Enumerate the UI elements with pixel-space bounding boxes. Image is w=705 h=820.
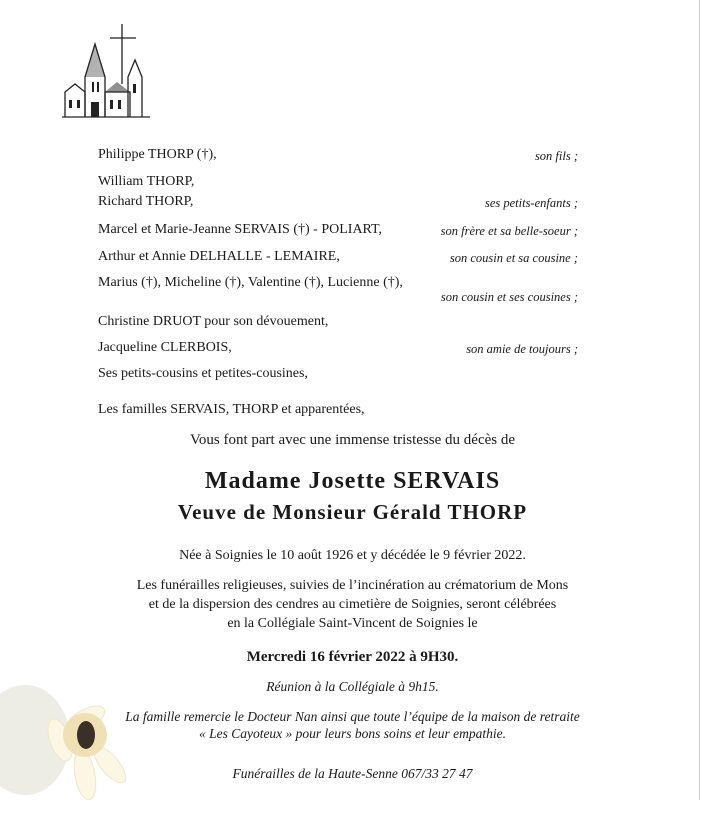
ceremony-date: Mercredi 16 février 2022 à 9H30.: [246, 649, 459, 665]
relative-relation: son cousin et sa cousine ;: [449, 251, 578, 265]
funeral-line: en la Collégiale Saint-Vincent de Soignies le: [227, 616, 478, 631]
thanks-line: « Les Cayoteux » pour leurs bons soins et leur empathie.: [198, 726, 507, 741]
relative-name: Marcel et Marie-Jeanne SERVAIS (†) - POLIART,: [98, 222, 383, 237]
funeral-line: Les funérailles religieuses, suivies de l’incinération au crématorium de Mons: [136, 578, 569, 593]
relative-name: Jacqueline CLERBOIS,: [98, 340, 232, 355]
relative-name: Marius (†), Micheline (†), Valentine (†), Lucienne (†),: [98, 275, 403, 290]
funeral-line: et de la dispersion des cendres au cimetière de Soignies, seront célébrées: [148, 597, 557, 612]
thanks-line: La famille remercie le Docteur Nan ainsi que toute l’équipe de la maison de retraite: [125, 709, 580, 724]
relative-relation: son amie de toujours ;: [466, 342, 578, 356]
relative-name: Les familles SERVAIS, THORP et apparentées,: [98, 402, 365, 417]
relative-name: Richard THORP,: [98, 194, 194, 209]
meeting: Réunion à la Collégiale à 9h15.: [266, 679, 439, 694]
relative-name: Ses petits-cousins et petites-cousines,: [98, 366, 308, 381]
relative-relation: ses petits-enfants ;: [484, 196, 578, 210]
relative-name: William THORP,: [98, 174, 195, 189]
relative-relation: son cousin et ses cousines ;: [440, 290, 578, 304]
relative-name: Christine DRUOT pour son dévouement,: [98, 314, 329, 329]
deceased-name: Madame Josette SERVAIS: [204, 468, 501, 494]
announcement: Vous font part avec une immense tristesse du décès de: [189, 432, 516, 448]
flower-image-icon: [0, 680, 140, 820]
relative-relation: son frère et sa belle-soeur ;: [440, 224, 578, 238]
widow-of: Veuve de Monsieur Gérald THORP: [177, 500, 528, 524]
church-illustration-icon: [60, 22, 155, 122]
relative-name: Philippe THORP (†),: [98, 147, 217, 162]
relative-name: Arthur et Annie DELHALLE - LEMAIRE,: [98, 249, 340, 264]
funeral-home: Funérailles de la Haute-Senne 067/33 27 47: [232, 766, 473, 781]
birth-death: Née à Soignies le 10 août 1926 et y décédée le 9 février 2022.: [179, 548, 526, 563]
relative-relation: son fils ;: [534, 149, 578, 163]
